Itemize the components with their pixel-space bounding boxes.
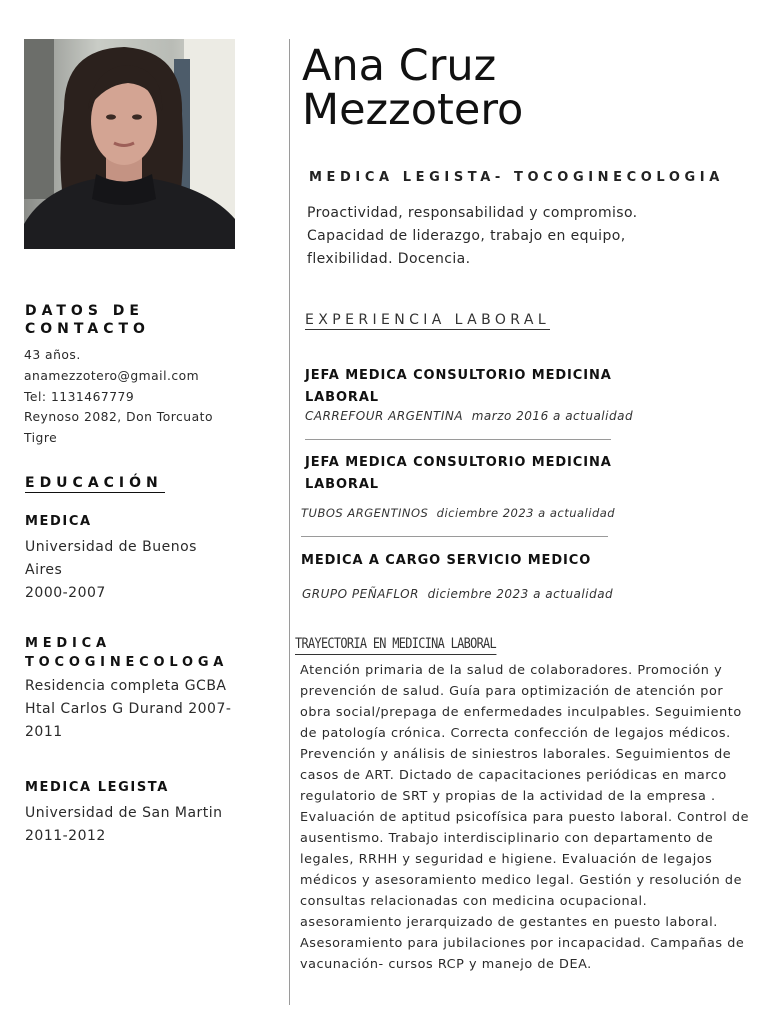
education-body-line: Universidad de San Martin (25, 805, 223, 821)
education-title-line: MEDICA (25, 636, 111, 651)
trajectory-body (300, 660, 760, 975)
contact-city: Tigre (24, 431, 58, 446)
education-title (25, 634, 255, 672)
experience-heading: EXPERIENCIA LABORAL (305, 312, 551, 328)
trajectory-line: prevención de salud. Guía para optimización de atención por (300, 684, 724, 699)
contact-address: Reynoso 2082, Don Torcuato (24, 410, 213, 425)
job-title (305, 365, 635, 409)
job-title-line: JEFA MEDICA CONSULTORIO MEDICINA (305, 368, 612, 383)
contact-heading-line-1: DATOS DE (25, 303, 144, 319)
job-company: GRUPO PEÑAFLOR (302, 587, 419, 601)
trajectory-line: de patología crónica. Correcta confección de legajos médicos. (300, 726, 731, 741)
profile-line: Capacidad de liderazgo, trabajo en equipo, (307, 228, 626, 244)
contact-heading-line-2: CONTACTO (25, 321, 150, 337)
job-title (305, 452, 635, 496)
contact-heading (25, 302, 225, 338)
trajectory-line: obra social/prepaga de enfermedades inculpables. Seguimiento (300, 705, 742, 720)
job-role-title: MEDICA LEGISTA- TOCOGINECOLOGIA (309, 170, 724, 185)
contact-phone: Tel: 1131467779 (24, 389, 135, 404)
contact-email: anamezzotero@gmail.com (24, 368, 200, 383)
name-line-1: Ana Cruz (302, 41, 497, 91)
education-title: MEDICA LEGISTA (25, 780, 169, 795)
job-company-period (301, 506, 615, 520)
profile-line: flexibilidad. Docencia. (307, 251, 471, 267)
education-body-line: Aires (25, 562, 63, 578)
job-title-line: LABORAL (305, 477, 379, 492)
job-entry (305, 365, 635, 423)
job-title-line: LABORAL (305, 390, 379, 405)
job-company: TUBOS ARGENTINOS (301, 506, 429, 520)
job-period: diciembre 2023 a actualidad (427, 587, 614, 601)
education-body-line: Residencia completa GCBA (25, 678, 227, 694)
trajectory-line: médicos y asesoramiento medico legal. Gestión y resolución de (300, 873, 743, 888)
job-title: MEDICA A CARGO SERVICIO MEDICO (301, 553, 592, 568)
trajectory-heading: TRAYECTORIA EN MEDICINA LABORAL (295, 634, 496, 655)
trajectory-line: Evaluación de aptitud psicofísica para puesto laboral. Control de (300, 810, 750, 825)
education-body-line: 2011-2012 (25, 828, 106, 844)
trajectory-line: legales, RRHH y seguridad e higiene. Evaluación de legajos (300, 852, 713, 867)
contact-details (24, 345, 254, 449)
person-name (302, 41, 524, 135)
job-entry (305, 452, 635, 496)
education-title-line: TOCOGINECOLOGA (25, 655, 229, 670)
job-company-period (302, 587, 613, 601)
name-line-2: Mezzotero (302, 85, 524, 135)
trajectory-line: ausentismo. Trabajo interdisciplinario con departamento de (300, 831, 714, 846)
job-period: diciembre 2023 a actualidad (436, 506, 616, 520)
trajectory-line: Prevención y análisis de siniestros laborales. Seguimientos de (300, 747, 732, 762)
profile-photo (24, 39, 235, 249)
trajectory-line: regulatorio de SRT y propias de la actividad de la empresa . (300, 789, 716, 804)
job-title-line: JEFA MEDICA CONSULTORIO MEDICINA (305, 455, 612, 470)
education-body-line: 2000-2007 (25, 585, 106, 601)
trajectory-line: consultas relacionadas con medicina ocupacional. (300, 894, 648, 909)
job-company: CARREFOUR ARGENTINA (305, 409, 464, 423)
education-body (25, 802, 255, 848)
trajectory-line: asesoramiento jerarquizado de gestantes en puesto laboral. (300, 915, 718, 930)
education-body (25, 536, 255, 605)
job-separator (305, 439, 611, 440)
contact-age: 43 años. (24, 348, 81, 362)
job-separator (301, 536, 608, 537)
education-title: MEDICA (25, 514, 92, 529)
education-body-line: 2011 (25, 724, 63, 740)
education-item (25, 512, 255, 605)
job-company-period (305, 409, 635, 423)
trajectory-line: vacunación- cursos RCP y manejo de DEA. (300, 957, 592, 972)
column-divider (289, 39, 290, 1005)
education-body-line: Htal Carlos G Durand 2007- (25, 701, 232, 717)
profile-line: Proactividad, responsabilidad y compromiso. (307, 205, 638, 221)
education-body (25, 675, 255, 744)
trajectory-line: Asesoramiento para jubilaciones por incapacidad. Campañas de (300, 936, 745, 951)
job-period: marzo 2016 a actualidad (471, 409, 634, 423)
education-heading: EDUCACIÓN (25, 475, 163, 491)
portrait-illustration (24, 39, 235, 249)
profile-summary (307, 202, 687, 271)
education-body-line: Universidad de Buenos (25, 539, 197, 555)
trajectory-line: casos de ART. Dictado de capacitaciones periódicas en marco (300, 768, 727, 783)
education-item (25, 634, 255, 744)
trajectory-line: Atención primaria de la salud de colaboradores. Promoción y (300, 663, 723, 678)
education-item (25, 778, 255, 848)
